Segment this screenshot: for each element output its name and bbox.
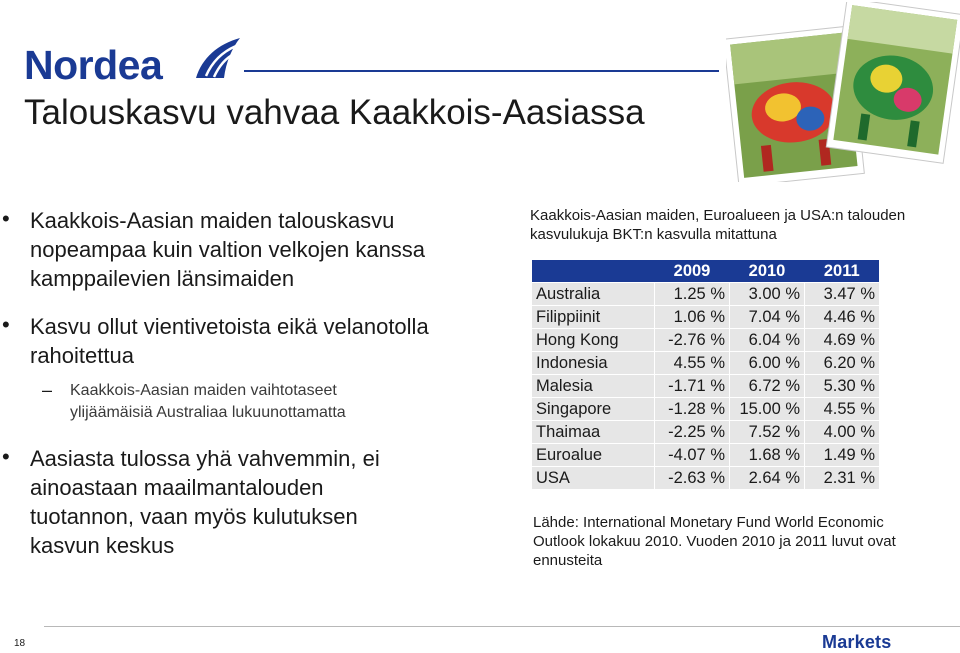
bullet-text: Aasiasta tulossa yhä vahvemmin, ei ainoastaan maailmantalouden tuotannon, vaan myös kulutuksen kasvun keskus bbox=[30, 446, 380, 558]
page-number: 18 bbox=[14, 638, 26, 649]
value-cell: 15.00 % bbox=[730, 398, 805, 421]
value-cell: 5.30 % bbox=[805, 375, 880, 398]
value-cell: 4.55 % bbox=[655, 352, 730, 375]
bullet-dot: • bbox=[2, 444, 10, 469]
table-caption: Kaakkois-Aasian maiden, Euroalueen ja USA:n talouden kasvulukuja BKT:n kasvulla mitattuna bbox=[530, 207, 906, 243]
value-cell: 1.68 % bbox=[730, 444, 805, 467]
sub-bullet-text: Kaakkois-Aasian maiden vaihtotaseet ylijäämäisiä Australiaa lukuunottamatta bbox=[70, 382, 346, 421]
country-cell: Filippiinit bbox=[532, 306, 655, 329]
value-cell: -4.07 % bbox=[655, 444, 730, 467]
value-cell: 1.25 % bbox=[655, 283, 730, 306]
value-cell: 2.64 % bbox=[730, 467, 805, 490]
table-header-cell: 2009 bbox=[655, 260, 730, 283]
value-cell: 6.04 % bbox=[730, 329, 805, 352]
table-row bbox=[532, 283, 879, 306]
sail-icon bbox=[192, 36, 242, 80]
gdp-growth-table bbox=[532, 260, 879, 489]
value-cell: 3.00 % bbox=[730, 283, 805, 306]
value-cell: 2.31 % bbox=[805, 467, 880, 490]
value-cell: 6.00 % bbox=[730, 352, 805, 375]
table-row bbox=[532, 329, 879, 352]
table-header-cell: 2010 bbox=[730, 260, 805, 283]
value-cell: 6.20 % bbox=[805, 352, 880, 375]
country-cell: Australia bbox=[532, 283, 655, 306]
table-row bbox=[532, 467, 879, 490]
value-cell: 7.04 % bbox=[730, 306, 805, 329]
table-row bbox=[532, 398, 879, 421]
table-row bbox=[532, 421, 879, 444]
table-header-row bbox=[532, 260, 879, 283]
value-cell: 4.00 % bbox=[805, 421, 880, 444]
country-cell: Malesia bbox=[532, 375, 655, 398]
value-cell: 3.47 % bbox=[805, 283, 880, 306]
country-cell: Euroalue bbox=[532, 444, 655, 467]
table-row bbox=[532, 306, 879, 329]
bullet-dot: • bbox=[2, 312, 10, 337]
header-rule bbox=[244, 70, 719, 72]
country-cell: Indonesia bbox=[532, 352, 655, 375]
table-header-cell bbox=[532, 260, 655, 283]
sub-bullet-dash: – bbox=[42, 380, 53, 400]
value-cell: 7.52 % bbox=[730, 421, 805, 444]
source-note: Lähde: International Monetary Fund World Economic Outlook lokakuu 2010. Vuoden 2010 ja 2011 luvut ovat ennusteita bbox=[533, 514, 896, 569]
table-row bbox=[532, 444, 879, 467]
country-cell: Hong Kong bbox=[532, 329, 655, 352]
value-cell: 4.69 % bbox=[805, 329, 880, 352]
bullet-text: Kasvu ollut vientivetoista eikä velanotolla rahoitettua bbox=[30, 314, 429, 368]
value-cell: -1.71 % bbox=[655, 375, 730, 398]
table-header-cell: 2011 bbox=[805, 260, 880, 283]
lion-dance-photos bbox=[726, 2, 960, 182]
footer-rule bbox=[44, 626, 960, 627]
value-cell: 1.49 % bbox=[805, 444, 880, 467]
value-cell: -2.76 % bbox=[655, 329, 730, 352]
table-row bbox=[532, 352, 879, 375]
logo-wordmark: Nordea bbox=[24, 42, 163, 88]
country-cell: Thaimaa bbox=[532, 421, 655, 444]
value-cell: 4.46 % bbox=[805, 306, 880, 329]
table-row bbox=[532, 375, 879, 398]
nordea-logo bbox=[24, 36, 224, 88]
value-cell: -1.28 % bbox=[655, 398, 730, 421]
country-cell: Singapore bbox=[532, 398, 655, 421]
value-cell: -2.63 % bbox=[655, 467, 730, 490]
page-title: Talouskasvu vahvaa Kaakkois-Aasiassa bbox=[24, 93, 645, 132]
value-cell: 1.06 % bbox=[655, 306, 730, 329]
country-cell: USA bbox=[532, 467, 655, 490]
value-cell: -2.25 % bbox=[655, 421, 730, 444]
markets-label: Markets bbox=[822, 632, 892, 652]
value-cell: 6.72 % bbox=[730, 375, 805, 398]
bullet-text: Kaakkois-Aasian maiden talouskasvu nopeampaa kuin valtion velkojen kanssa kamppailevien länsimaiden bbox=[30, 208, 426, 291]
value-cell: 4.55 % bbox=[805, 398, 880, 421]
bullet-dot: • bbox=[2, 206, 10, 231]
